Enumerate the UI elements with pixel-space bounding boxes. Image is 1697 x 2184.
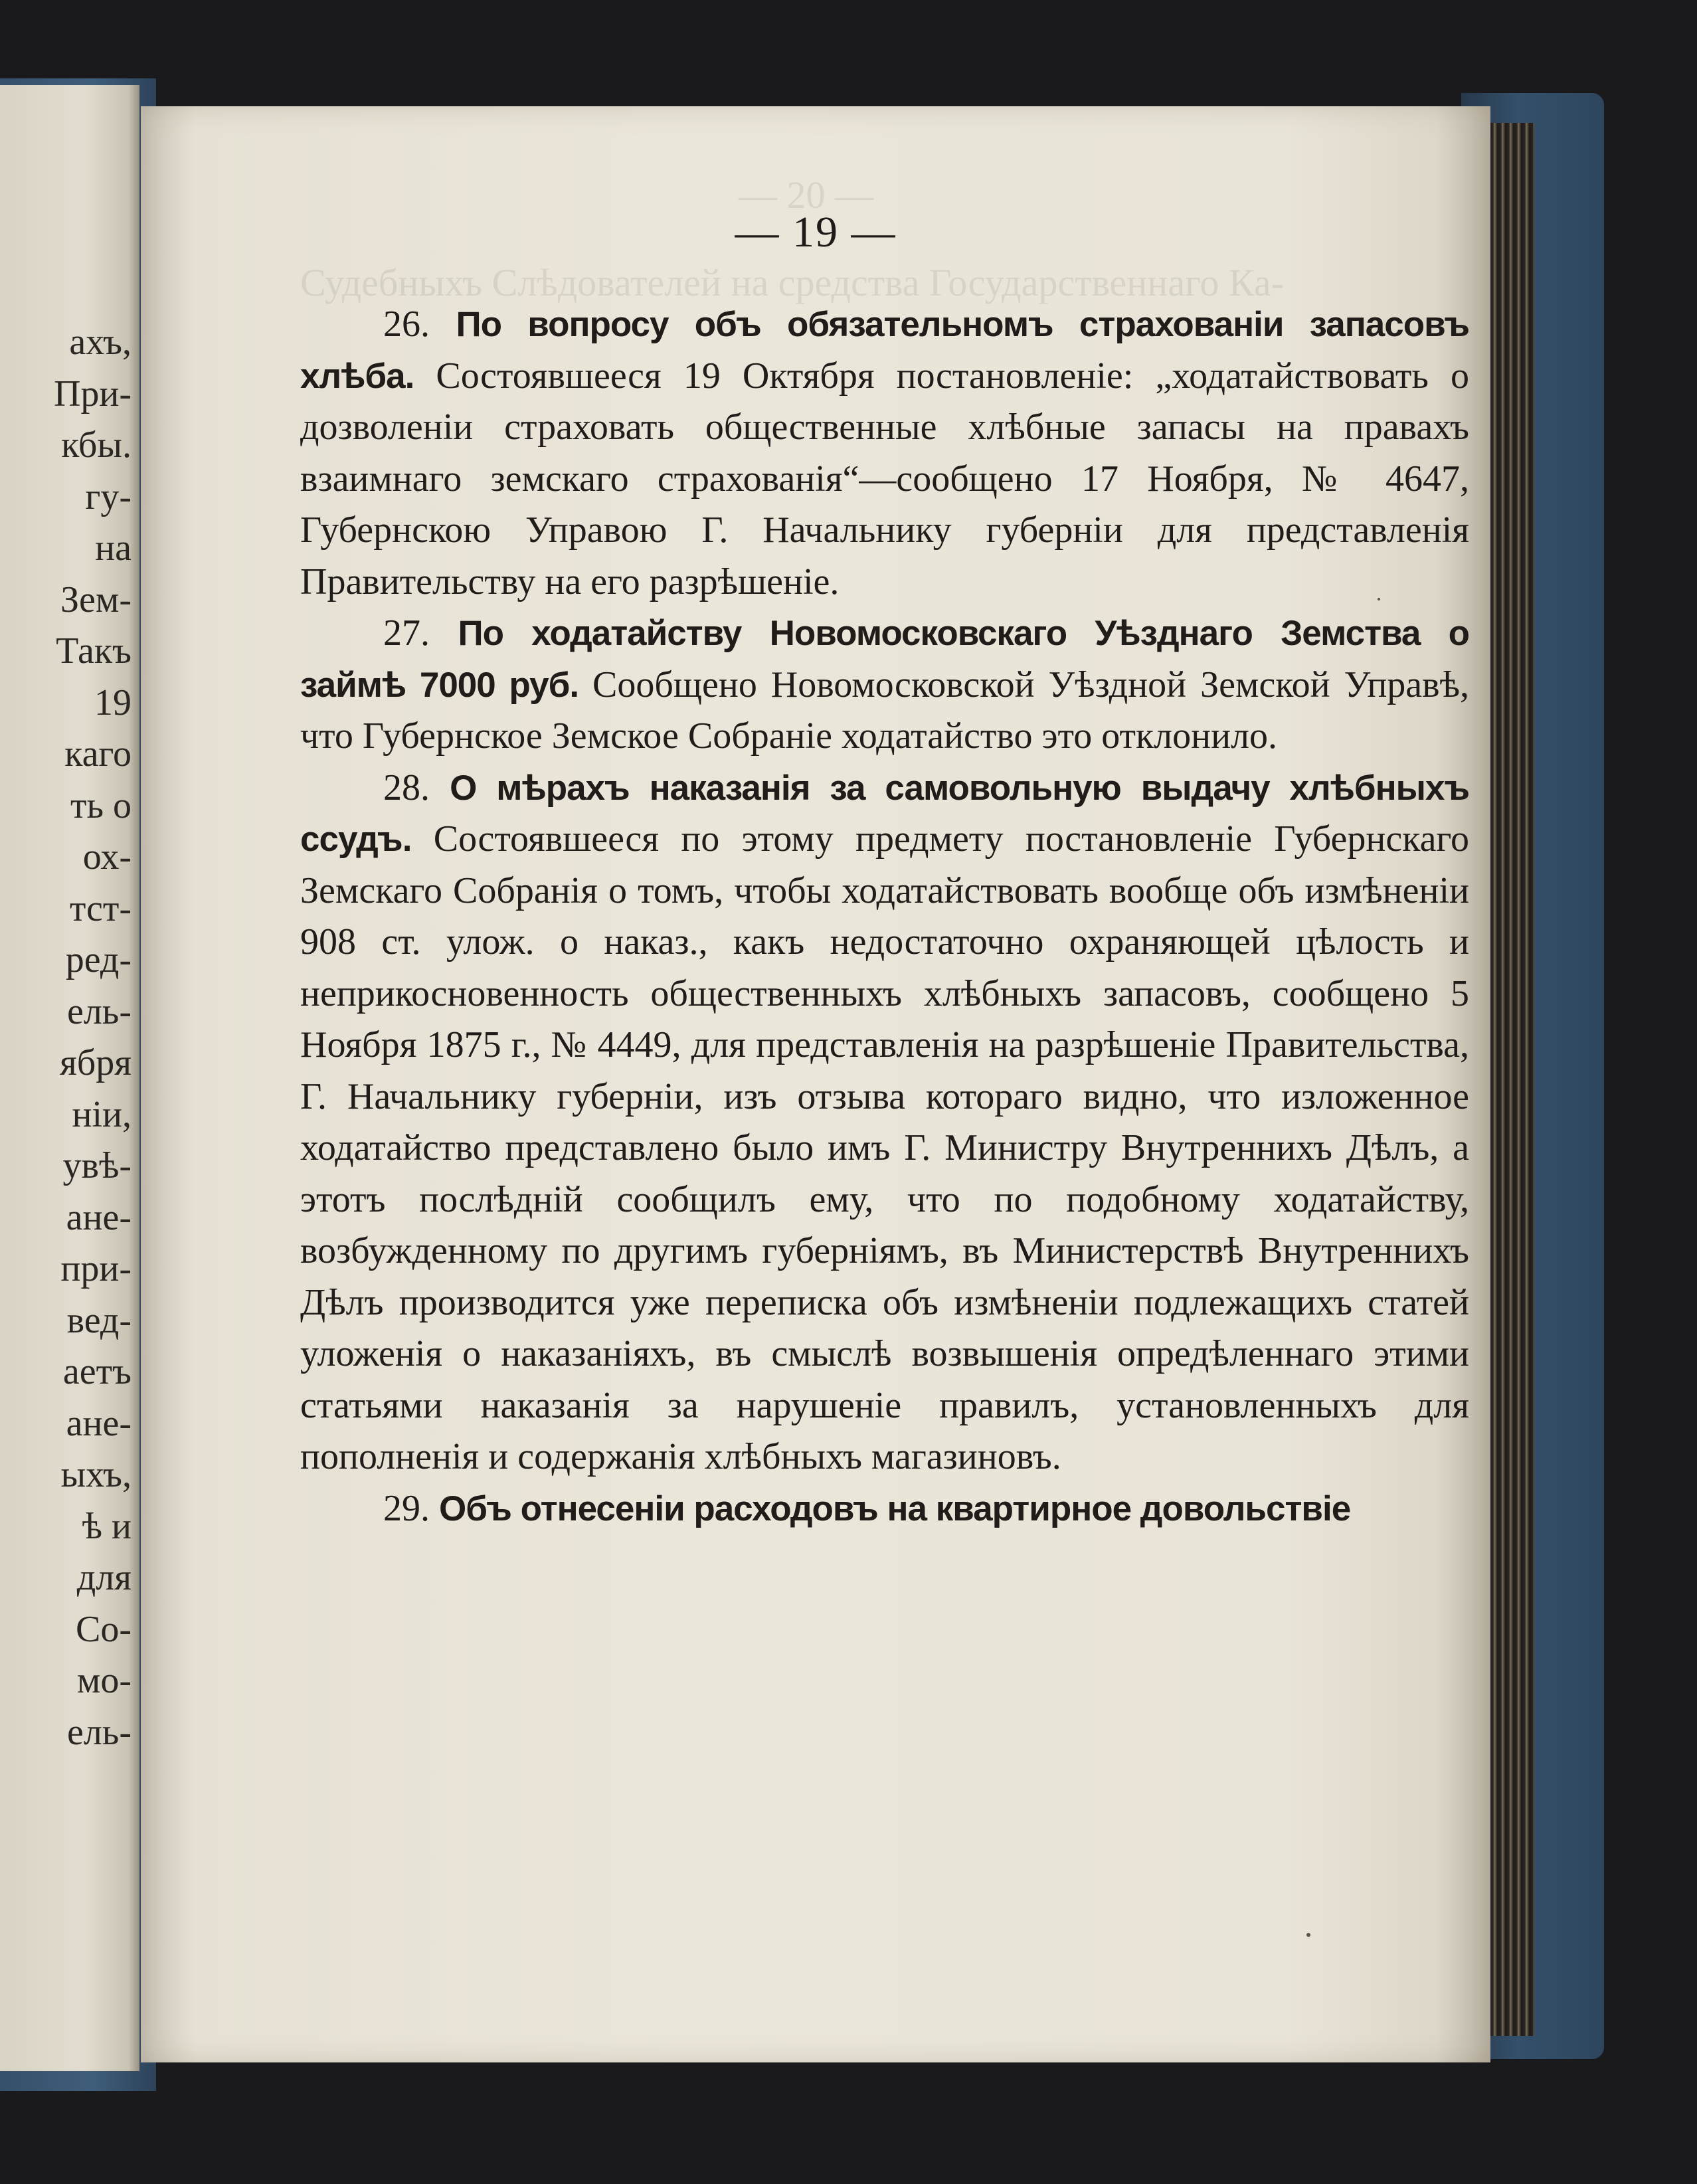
paper-speck: [1306, 1933, 1310, 1937]
previous-page-line-fragment: ть о: [70, 784, 132, 826]
section-27: [300, 608, 1469, 763]
previous-page-line-fragment: При-: [53, 373, 132, 414]
previous-page-line-fragment: ыхъ,: [60, 1454, 132, 1495]
page-number: — 19 —: [735, 208, 897, 256]
section-body: Сообщено Новомосковской Уѣздной Земской Управѣ, что Губернское Земское Собраніе ходатайство это отклонило.: [300, 664, 1469, 757]
book-page: [141, 106, 1490, 2062]
section-heading: По вопросу объ обязательномъ страхованіи запасовъ хлѣба.: [300, 305, 1469, 396]
section-heading: По ходатайству Новомосковскаго Уѣзднаго Земства о займѣ 7000 руб.: [300, 614, 1470, 705]
previous-page-line-fragment: ред-: [65, 939, 132, 980]
previous-page-line-fragment: ане-: [66, 1402, 132, 1444]
paper-speck: [1378, 598, 1380, 600]
section-number: 26.: [383, 304, 430, 345]
section-heading: Объ отнесеніи расходовъ на квартирное довольствіе: [439, 1489, 1351, 1528]
section-26: [300, 299, 1469, 608]
previous-page: [0, 85, 139, 2071]
previous-page-line-fragment: кбы.: [61, 424, 132, 466]
previous-page-line-fragment: каго: [64, 733, 132, 774]
previous-page-line-fragment: ніи,: [72, 1093, 132, 1135]
previous-page-line-fragment: для: [76, 1557, 132, 1598]
section-body: Состоявшееся по этому предмету постановленіе Губернскаго Земскаго Собранія о томъ, чтобы ходатайствовать вообще объ измѣненіи 908 ст. улож. о наказ., какъ недостаточно охраняющей цѣлость и неприкосновенность общественныхъ хлѣбныхъ запасовъ, сообщено 5 Ноября 1875 г., № 4449, для представленія на разрѣшеніе Правительства, Г. Начальнику губерніи, изъ отзыва котораго видно, что изложенное ходатайство представлено было имъ Г. Министру Внутреннихъ Дѣлъ, а этотъ послѣдній сообщилъ ему, что по подобному ходатайству, возбужденному по другимъ губерніямъ, въ Министерствѣ Внутреннихъ Дѣлъ производится уже переписка объ измѣненіи подлежащихъ статей уложенія о наказаніяхъ, въ смыслѣ возвышенія опредѣленнаго этими статьями наказанія за нарушеніе правилъ, установленныхъ для пополненія и содержанія хлѣбныхъ магазиновъ.: [300, 818, 1469, 1477]
previous-page-line-fragment: ане-: [66, 1196, 132, 1238]
previous-page-line-fragment: на: [95, 527, 132, 569]
previous-page-line-fragment: мо-: [76, 1660, 132, 1701]
section-number: 28.: [383, 767, 430, 808]
previous-page-line-fragment: Со-: [76, 1608, 132, 1650]
bleed-through-line: Судебныхъ Слѣдователей на средства Государственнаго Ка-: [300, 261, 1284, 304]
previous-page-line-fragment: вед-: [66, 1299, 132, 1341]
section-29: [300, 1483, 1469, 1535]
section-number: 29.: [383, 1487, 430, 1529]
previous-page-line-fragment: Зем-: [60, 579, 132, 620]
section-body: Состоявшееся 19 Октября постановленіе: „ходатайствовать о дозволеніи страховать общественные хлѣбные запасы на правахъ взаимнаго земскаго страхованія“—сообщено 17 Ноября, № 4647, Губернскою Управою Г. Начальнику губерніи для представленія Правительству на его разрѣшеніе.: [300, 355, 1469, 602]
previous-page-line-fragment: тст-: [69, 887, 132, 929]
previous-page-line-fragment: 19: [94, 682, 132, 723]
previous-page-line-fragment: ель-: [67, 1711, 132, 1753]
section-number: 27.: [383, 612, 430, 654]
previous-page-line-fragment: ахъ,: [69, 321, 132, 363]
previous-page-line-fragment: при-: [60, 1248, 132, 1289]
previous-page-line-fragment: Такъ: [56, 630, 132, 672]
previous-page-line-fragment: гу-: [85, 476, 132, 517]
section-28: [300, 763, 1469, 1483]
previous-page-line-fragment: ября: [59, 1042, 132, 1083]
page-text: [300, 299, 1469, 1534]
bleed-through-page-number: — 20 —: [739, 173, 873, 217]
previous-page-line-fragment: аетъ: [62, 1351, 132, 1392]
previous-page-line-fragment: ох-: [82, 836, 132, 877]
previous-page-line-fragment: ѣ и: [82, 1505, 132, 1547]
previous-page-line-fragment: увѣ-: [62, 1145, 132, 1186]
previous-page-line-fragment: ель-: [67, 990, 132, 1032]
section-heading: О мѣрахъ наказанія за самовольную выдачу хлѣбныхъ ссудъ.: [300, 768, 1469, 859]
